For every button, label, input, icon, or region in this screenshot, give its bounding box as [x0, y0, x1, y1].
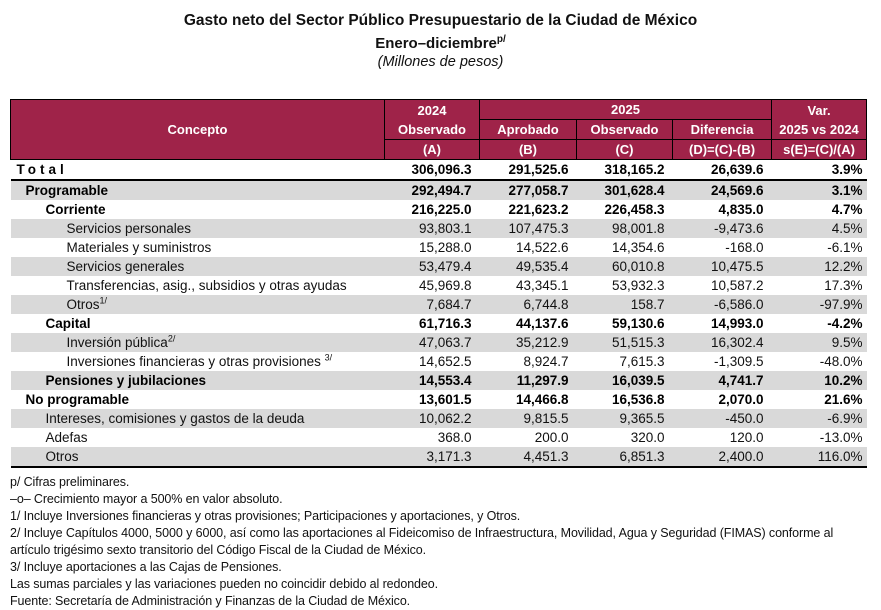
row-value-variacion: 9.5%	[772, 333, 867, 352]
row-value-observado: 14,354.6	[611, 240, 665, 255]
row-concept-superscript: 1/	[99, 295, 108, 306]
row-value-aprobado: 221,623.2	[508, 202, 569, 217]
row-concept-label: Intereses, comisiones y gastos de la deuda	[45, 411, 305, 426]
row-value-variacion: -4.2%	[827, 316, 863, 331]
header-2025-year: 2025	[480, 100, 772, 120]
row-concept-label: Servicios personales	[66, 221, 192, 236]
page-title: Gasto neto del Sector Público Presupuestario de la Ciudad de México	[183, 12, 698, 29]
row-concept	[11, 390, 385, 409]
row-value-variacion: -48.0%	[819, 354, 863, 369]
row-value-2024-observado: 292,494.7	[385, 180, 480, 200]
row-value-observado: 9,365.5	[577, 409, 673, 428]
row-value-variacion: -6.9%	[772, 409, 867, 428]
row-concept-label: Otros	[66, 297, 100, 312]
row-value-aprobado: 8,924.7	[523, 354, 569, 369]
table-row	[11, 200, 867, 219]
row-value-observado: 226,458.3	[604, 202, 665, 217]
table-row	[11, 160, 867, 181]
row-concept-superscript: 2/	[167, 333, 176, 344]
row-value-aprobado: 4,451.3	[480, 447, 577, 467]
row-concept	[11, 295, 385, 314]
row-concept-label: Programable	[25, 183, 109, 198]
row-value-aprobado: 14,522.6	[515, 240, 569, 255]
table-row	[11, 219, 867, 238]
row-value-observado: 318,165.2	[577, 160, 673, 181]
header-concepto: Concepto	[11, 100, 385, 160]
footnote-line: 2/ Incluye Capítulos 4000, 5000 y 6000, así como las aportaciones al Fideicomiso de Infraestructura, Movilidad, Agua y Seguridad (FIMAS) conforme al artículo trigésimo sexto transitorio del Código Fiscal de la Ciudad de México.	[10, 526, 834, 557]
row-concept	[11, 409, 385, 428]
row-value-diferencia: 2,070.0	[718, 392, 764, 407]
row-value-aprobado: 14,466.8	[515, 392, 569, 407]
table-row	[11, 390, 867, 409]
row-value-variacion: 3.1%	[772, 180, 867, 200]
footnote-line: p/ Cifras preliminares.	[10, 475, 130, 489]
row-value-observado: 7,615.3	[619, 354, 665, 369]
row-value-2024-observado: 10,062.2	[385, 409, 480, 428]
row-value-observado: 6,851.3	[577, 447, 673, 467]
row-value-2024-observado: 93,803.1	[385, 219, 480, 238]
row-value-2024-observado: 3,171.3	[385, 447, 480, 467]
row-value-aprobado: 9,815.5	[480, 409, 577, 428]
row-concept-label: Materiales y suministros	[66, 240, 212, 255]
row-concept-label: Inversiones financieras y otras provisiones	[66, 354, 325, 369]
footnote-line: –o– Crecimiento mayor a 500% en valor absoluto.	[10, 492, 283, 506]
row-value-2024-observado: 47,063.7	[385, 333, 480, 352]
row-concept	[11, 257, 385, 276]
row-value-variacion: 4.5%	[772, 219, 867, 238]
header-2024-sub: Observado	[398, 121, 466, 137]
row-value-variacion: 12.2%	[772, 257, 867, 276]
table-body	[11, 160, 867, 468]
row-concept-label: Total	[16, 162, 68, 177]
row-value-diferencia: 26,639.6	[673, 160, 772, 181]
row-value-variacion: -13.0%	[819, 430, 863, 445]
row-value-variacion: 116.0%	[772, 447, 867, 467]
row-value-observado: 320.0	[630, 430, 665, 445]
row-value-diferencia: -6,586.0	[673, 295, 772, 314]
row-concept	[11, 314, 385, 333]
footnote-line: 1/ Incluye Inversiones financieras y otras provisiones; Participaciones y aportaciones, y Otros.	[10, 509, 521, 523]
header-2024-observado	[385, 100, 480, 140]
report-period	[0, 30, 881, 53]
header-col-b: (B)	[480, 140, 577, 160]
header-observado-2025: Observado	[577, 120, 673, 140]
table-row	[11, 276, 867, 295]
row-value-2024-observado: 14,553.4	[385, 371, 480, 390]
row-value-variacion: 17.3%	[824, 278, 863, 293]
table-row	[11, 352, 867, 371]
row-value-2024-observado: 45,969.8	[418, 278, 472, 293]
row-value-variacion: 4.7%	[831, 202, 863, 217]
table-row	[11, 447, 867, 467]
row-value-diferencia: 10,587.2	[710, 278, 764, 293]
row-value-diferencia: 16,302.4	[673, 333, 772, 352]
table-row	[11, 180, 867, 200]
row-value-2024-observado: 14,652.5	[418, 354, 472, 369]
header-diferencia: Diferencia	[673, 120, 772, 140]
row-concept-label: Adefas	[45, 430, 88, 445]
header-col-d: (D)=(C)-(B)	[673, 140, 772, 160]
row-value-diferencia: -450.0	[673, 409, 772, 428]
row-concept-label: Otros	[45, 449, 79, 464]
header-var-line2: 2025 vs 2024	[779, 121, 859, 137]
row-value-observado: 59,130.6	[611, 316, 665, 331]
header-2024-year: 2024	[417, 102, 447, 118]
row-concept-label: Pensiones y jubilaciones	[45, 373, 207, 388]
budget-table	[10, 99, 867, 468]
row-value-2024-observado: 13,601.5	[418, 392, 472, 407]
row-concept-label: Transferencias, asig., subsidios y otras ayudas	[66, 278, 347, 293]
row-value-observado: 16,039.5	[577, 371, 673, 390]
row-value-2024-observado: 15,288.0	[418, 240, 472, 255]
row-value-observado: 16,536.8	[611, 392, 665, 407]
row-value-diferencia: -168.0	[725, 240, 764, 255]
row-concept	[11, 352, 385, 371]
row-concept-superscript: 3/	[324, 352, 333, 363]
row-value-aprobado: 277,058.7	[480, 180, 577, 200]
row-value-2024-observado: 61,716.3	[418, 316, 472, 331]
row-concept	[11, 333, 385, 352]
row-value-observado: 301,628.4	[577, 180, 673, 200]
period-text: Enero–diciembre	[375, 35, 497, 52]
row-concept	[11, 447, 385, 467]
table-row	[11, 238, 867, 257]
row-value-diferencia: 10,475.5	[673, 257, 772, 276]
row-value-diferencia: 120.0	[729, 430, 764, 445]
title-block	[0, 0, 881, 72]
footnote-line: Las sumas parciales y las variaciones pueden no coincidir debido al redondeo.	[10, 577, 438, 591]
row-value-variacion: 3.9%	[772, 160, 867, 181]
table-row	[11, 314, 867, 333]
row-concept-label: Capital	[45, 316, 91, 331]
header-var-line1: Var.	[807, 102, 831, 118]
units-label: (Millones de pesos)	[377, 54, 504, 70]
period-superscript: p/	[496, 34, 506, 45]
row-concept	[11, 428, 385, 447]
footnote-line: Fuente: Secretaría de Administración y Finanzas de la Ciudad de México.	[10, 594, 411, 608]
row-value-diferencia: 2,400.0	[673, 447, 772, 467]
row-concept	[11, 200, 385, 219]
row-concept	[11, 276, 385, 295]
row-value-variacion: -97.9%	[772, 295, 867, 314]
row-value-aprobado: 107,475.3	[480, 219, 577, 238]
row-concept-label: Servicios generales	[66, 259, 185, 274]
row-concept-label: Inversión pública	[66, 335, 168, 350]
row-concept-label: No programable	[25, 392, 130, 407]
row-concept	[11, 238, 385, 257]
row-value-observado: 51,515.3	[577, 333, 673, 352]
row-value-variacion: 21.6%	[824, 392, 863, 407]
row-value-2024-observado: 53,479.4	[385, 257, 480, 276]
row-concept	[11, 371, 385, 390]
row-value-aprobado: 43,345.1	[515, 278, 569, 293]
row-value-diferencia: 4,835.0	[718, 202, 764, 217]
footnotes	[10, 474, 873, 610]
header-col-c: (C)	[577, 140, 673, 160]
row-value-2024-observado: 368.0	[437, 430, 472, 445]
table-header	[11, 100, 867, 160]
row-value-aprobado: 11,297.9	[480, 371, 577, 390]
row-concept	[11, 180, 385, 200]
row-concept-label: Corriente	[45, 202, 106, 217]
header-aprobado: Aprobado	[480, 120, 577, 140]
row-value-diferencia: 14,993.0	[710, 316, 764, 331]
row-value-observado: 60,010.8	[577, 257, 673, 276]
row-value-2024-observado: 216,225.0	[411, 202, 472, 217]
header-variacion	[772, 100, 867, 140]
row-value-observado: 158.7	[577, 295, 673, 314]
row-value-aprobado: 44,137.6	[515, 316, 569, 331]
row-value-diferencia: -1,309.5	[713, 354, 764, 369]
row-value-diferencia: -9,473.6	[673, 219, 772, 238]
table-row	[11, 295, 867, 314]
row-value-aprobado: 6,744.8	[480, 295, 577, 314]
row-value-2024-observado: 306,096.3	[385, 160, 480, 181]
header-col-e: s(E)=(C)/(A)	[772, 140, 867, 160]
table-row	[11, 428, 867, 447]
row-value-diferencia: 24,569.6	[673, 180, 772, 200]
table-row	[11, 257, 867, 276]
row-value-aprobado: 200.0	[534, 430, 569, 445]
row-concept	[11, 160, 385, 181]
row-value-observado: 53,932.3	[611, 278, 665, 293]
row-value-variacion: 10.2%	[772, 371, 867, 390]
row-value-variacion: -6.1%	[827, 240, 863, 255]
row-value-2024-observado: 7,684.7	[385, 295, 480, 314]
row-value-diferencia: 4,741.7	[673, 371, 772, 390]
footnote-line: 3/ Incluye aportaciones a las Cajas de Pensiones.	[10, 560, 282, 574]
header-row-1	[11, 100, 867, 120]
table-row	[11, 333, 867, 352]
table-row	[11, 371, 867, 390]
header-col-a: (A)	[385, 140, 480, 160]
row-value-aprobado: 49,535.4	[480, 257, 577, 276]
row-value-aprobado: 291,525.6	[480, 160, 577, 181]
row-value-aprobado: 35,212.9	[480, 333, 577, 352]
row-value-observado: 98,001.8	[577, 219, 673, 238]
row-concept	[11, 219, 385, 238]
table-row	[11, 409, 867, 428]
